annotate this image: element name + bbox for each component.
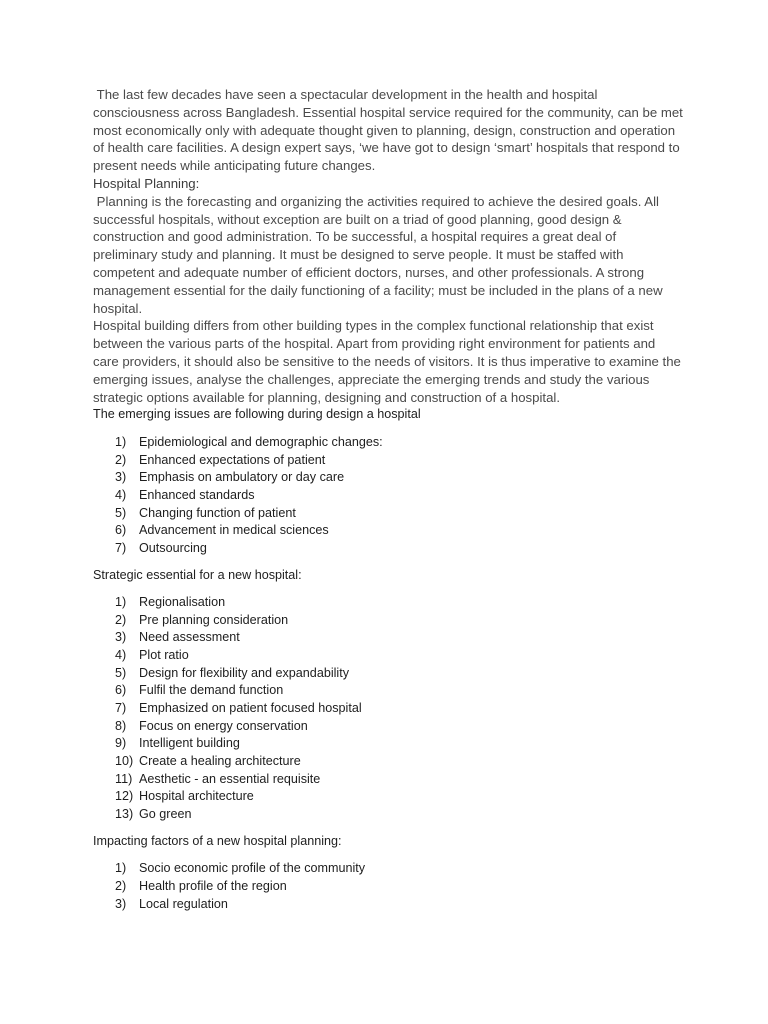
list-item: 6) Fulfil the demand function bbox=[115, 683, 284, 698]
intro-paragraph: The last few decades have seen a spectacular development in the health and hospital consciousness across Bangladesh. Essential hospital service required for the community, can be met most economically only with adequate thought given to planning, design, construction and operation of health care facilities. A design expert says, ‘we have got to design ‘smart’ hospitals that respond to present needs while anticipating future changes. bbox=[93, 87, 683, 174]
list-item: 2) Pre planning consideration bbox=[115, 612, 289, 627]
list-item: 7) Outsourcing bbox=[115, 540, 207, 555]
list-item: 2) Health profile of the region bbox=[115, 878, 287, 893]
list-item: 2) Enhanced expectations of patient bbox=[115, 452, 326, 467]
hospital-planning-heading: Hospital Planning: bbox=[93, 175, 200, 191]
list-item: 3) Emphasis on ambulatory or day care bbox=[115, 470, 345, 485]
list-item: 9) Intelligent building bbox=[115, 736, 240, 751]
list-item: 1) Regionalisation bbox=[115, 595, 226, 610]
strategic-essential-title: Strategic essential for a new hospital: bbox=[93, 567, 302, 582]
list-item: 1) Epidemiological and demographic changes: bbox=[115, 434, 383, 449]
impacting-factors-title: Impacting factors of a new hospital planning: bbox=[93, 833, 342, 848]
list-item: 6) Advancement in medical sciences bbox=[115, 523, 329, 538]
emerging-issues-list bbox=[93, 434, 683, 558]
list-item: 12) Hospital architecture bbox=[115, 789, 254, 804]
list-item: 13) Go green bbox=[115, 807, 192, 821]
list-item: 11) Aesthetic - an essential requisite bbox=[115, 771, 321, 786]
list-item: 10) Create a healing architecture bbox=[115, 754, 301, 769]
list-item: 1) Socio economic profile of the community bbox=[115, 861, 366, 876]
list-item: 3) Local regulation bbox=[115, 896, 228, 911]
list-item: 4) Enhanced standards bbox=[115, 487, 255, 502]
list-item: 4) Plot ratio bbox=[115, 648, 189, 663]
document-page bbox=[93, 86, 683, 913]
list-item: 3) Need assessment bbox=[115, 630, 240, 645]
list-item: 7) Emphasized on patient focused hospital bbox=[115, 701, 362, 716]
list-item: 8) Focus on energy conservation bbox=[115, 718, 308, 733]
emerging-issues-title: The emerging issues are following during design a hospital bbox=[93, 407, 421, 422]
strategic-essential-list bbox=[93, 594, 683, 824]
list-item: 5) Changing function of patient bbox=[115, 505, 296, 520]
planning-paragraph: Planning is the forecasting and organizing the activities required to achieve the desired goals. All successful hospitals, without exception are built on a triad of good planning, good design & construction and good administration. To be successful, a hospital requires a great deal of preliminary study and planning. It must be designed to serve people. It must be staffed with competent and adequate number of efficient doctors, nurses, and other professionals. A strong management essential for the daily functioning of a facility; must be included in the plans of a new hospital. bbox=[93, 193, 663, 316]
list-item: 5) Design for flexibility and expandability bbox=[115, 665, 350, 680]
impacting-factors-list bbox=[93, 860, 683, 913]
building-paragraph: Hospital building differs from other building types in the complex functional relationship that exist between the various parts of the hospital. Apart from providing right environment for patients and care providers, it should also be sensitive to the needs of visitors. It is thus imperative to examine the emerging issues, analyse the challenges, appreciate the emerging trends and study the various strategic options available for planning, designing and construction of a hospital. bbox=[93, 318, 681, 405]
